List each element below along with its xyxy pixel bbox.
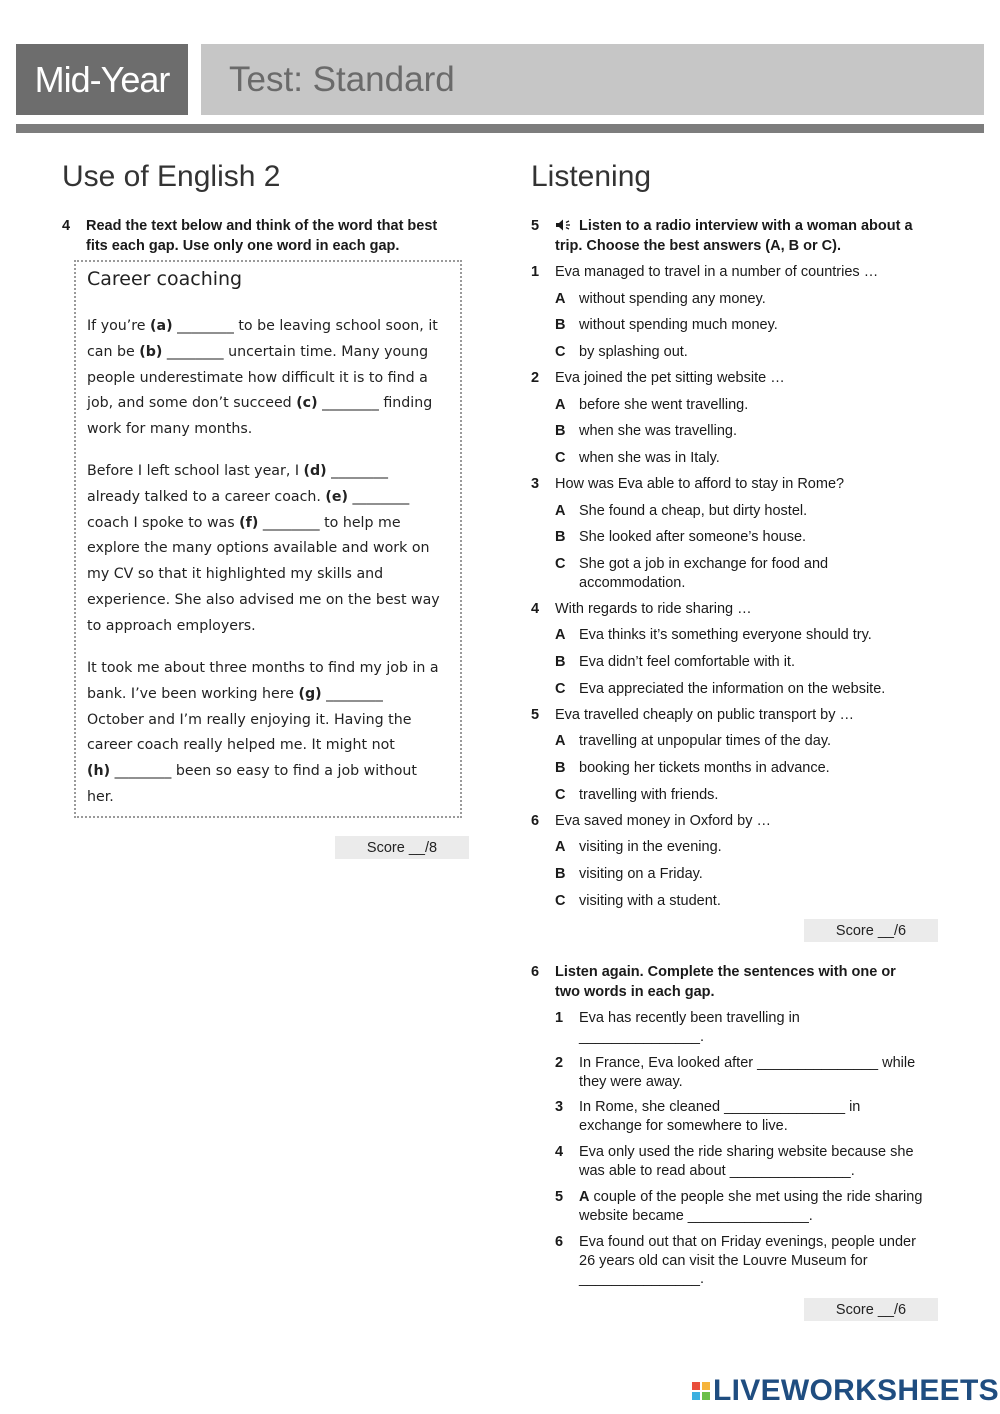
logo-square [702, 1392, 710, 1400]
text: coach I spoke to was [87, 514, 240, 531]
question-text: With regards to ride sharing … [555, 601, 752, 617]
task-text-line: Listen again. Complete the sentences with one or [555, 964, 896, 980]
sentence-bold-word: A [579, 1189, 590, 1205]
sentence-gap[interactable]: _______________. [579, 1271, 704, 1287]
gap-h-label: (h) [87, 763, 111, 780]
option-text: without spending much money. [579, 317, 778, 333]
gap-c-label: (c) [296, 395, 318, 412]
career-coaching-textbox [74, 260, 462, 818]
option-letter: C [555, 787, 566, 803]
option-letter: A [555, 397, 566, 413]
task-text-line: two words in each gap. [555, 984, 715, 1000]
logo-square [702, 1382, 710, 1390]
text: If you’re [87, 318, 151, 334]
option-text: booking her tickets months in advance. [579, 760, 830, 776]
option-text: She found a cheap, but dirty hostel. [579, 503, 808, 519]
task-text-line: Listen to a radio interview with a woman about a [579, 218, 913, 234]
option-letter: B [555, 866, 566, 882]
logo-square [692, 1382, 700, 1390]
score-box-task6: Score __/6 [804, 1298, 938, 1321]
task-number: 5 [531, 218, 540, 234]
task-6-instruction [531, 962, 941, 1004]
question-number: 2 [531, 370, 540, 386]
paragraph-3 [87, 656, 457, 811]
sentence-text: 26 years old can visit the Louvre Museum for [579, 1252, 868, 1269]
sentence-text: couple of the people she met using the ride sharing [589, 1189, 923, 1205]
option-letter: C [555, 556, 566, 572]
option-text: before she went travelling. [579, 397, 749, 413]
paragraph-1 [87, 314, 457, 443]
option-text: She looked after someone’s house. [579, 529, 807, 545]
header-test-standard [201, 44, 984, 115]
text-line: October and I’m really enjoying it. Having the [87, 711, 412, 728]
option-letter: C [555, 681, 566, 697]
sentence-number: 2 [555, 1055, 564, 1071]
score-box-task4: Score __/8 [335, 836, 469, 859]
question-text: Eva saved money in Oxford by … [555, 813, 771, 829]
speaker-icon[interactable] [555, 218, 573, 232]
question-text: How was Eva able to afford to stay in Rome? [555, 476, 845, 492]
task-number: 6 [531, 964, 540, 980]
option-text: Eva thinks it’s something everyone should try. [579, 627, 872, 643]
option-letter: B [555, 317, 566, 333]
task-text-line: trip. Choose the best answers (A, B or C). [555, 238, 842, 254]
sentence-text: website became _______________. [579, 1207, 813, 1224]
option-text: without spending any money. [579, 291, 766, 307]
gap-d-text: ________ [326, 463, 388, 479]
task-text-line: fits each gap. Use only one word in each gap. [86, 238, 400, 254]
question-number: 5 [531, 707, 540, 723]
sentence-number: 1 [555, 1010, 564, 1026]
gap-c-text: ________ finding [317, 395, 433, 412]
sentence-text: was able to read about _______________. [579, 1162, 855, 1179]
text-line: people underestimate how difficult it is to find a [87, 369, 428, 386]
option-text: Eva didn’t feel comfortable with it. [579, 654, 795, 670]
liveworksheets-logo[interactable] [692, 1374, 999, 1408]
option-text: when she was travelling. [579, 423, 737, 439]
question-number: 4 [531, 601, 540, 617]
header-left-title: Mid-Year [34, 58, 170, 100]
gap-f-label: (f) [239, 514, 259, 531]
question-text: Eva managed to travel in a number of countries … [555, 264, 879, 280]
question-number: 1 [531, 264, 540, 280]
option-text: Eva appreciated the information on the website. [579, 681, 886, 697]
sentence-text: Eva has recently been travelling in [579, 1010, 800, 1026]
option-letter: B [555, 423, 566, 439]
text-line: her. [87, 788, 114, 805]
option-text: travelling with friends. [579, 787, 719, 803]
text: already talked to a career coach. [87, 488, 326, 505]
option-letter: B [555, 529, 566, 545]
option-text: by splashing out. [579, 344, 688, 360]
sentence-gap[interactable]: _______________. [579, 1028, 704, 1045]
text-line: explore the many options available and work on [87, 540, 430, 557]
option-letter: A [555, 733, 566, 749]
gap-h-text: ________ been so easy to find a job without [110, 763, 417, 780]
text-line: to approach employers. [87, 617, 256, 634]
question-text: Eva travelled cheaply on public transport by … [555, 707, 855, 723]
question-number: 3 [531, 476, 540, 492]
sentence-text: Eva found out that on Friday evenings, people under [579, 1234, 916, 1250]
text: bank. I’ve been working here [87, 685, 299, 702]
header-rule [16, 124, 984, 133]
sentence-number: 5 [555, 1189, 564, 1205]
gap-a-text: ________ to be leaving school soon, it [172, 318, 438, 334]
logo-square [692, 1392, 700, 1400]
text-line: It took me about three months to find my job in a [87, 660, 439, 676]
sentence-text: In France, Eva looked after _______________ while [579, 1055, 916, 1071]
sentence-text: exchange for somewhere to live. [579, 1117, 788, 1134]
text-line: my CV so that it highlighted my skills and [87, 566, 384, 583]
option-letter: A [555, 503, 566, 519]
task-4-instruction [62, 216, 472, 258]
task-number: 4 [62, 218, 71, 234]
sentence-text: In Rome, she cleaned _______________ in [579, 1099, 861, 1115]
section-title-listening: Listening [531, 160, 652, 193]
section-title-use-of-english: Use of English 2 [62, 160, 281, 193]
gap-e-label: (e) [325, 488, 348, 505]
sentence-number: 4 [555, 1144, 564, 1160]
paragraph-2 [87, 459, 457, 640]
option-letter: A [555, 291, 566, 307]
task-text [86, 216, 437, 256]
option-text: travelling at unpopular times of the day. [579, 733, 832, 749]
option-text: She got a job in exchange for food and accommodation. [579, 556, 829, 591]
gap-d-label: (d) [303, 463, 327, 479]
text-line: career coach really helped me. It might not [87, 737, 395, 754]
option-letter: C [555, 344, 566, 360]
option-letter: B [555, 760, 566, 776]
option-letter: B [555, 654, 566, 670]
sentence-text: Eva only used the ride sharing website because she [579, 1144, 914, 1160]
option-text: visiting in the evening. [579, 839, 722, 855]
gap-g-text: ________ [321, 685, 383, 702]
text: job, and some don’t succeed [87, 395, 297, 412]
text-line: experience. She also advised me on the best way [87, 591, 440, 608]
gap-e-text: ________ [348, 488, 410, 505]
sentence-number: 3 [555, 1099, 564, 1115]
task-text [555, 962, 896, 1002]
task-text-line: Read the text below and think of the word that best [86, 218, 438, 234]
text: Before I left school last year, I [87, 463, 304, 479]
option-letter: C [555, 893, 566, 909]
box-title: Career coaching [87, 268, 243, 290]
question-text: Eva joined the pet sitting website … [555, 370, 785, 386]
logo-text: LIVEWORKSHEETS [713, 1374, 999, 1407]
text-line: work for many months. [87, 421, 253, 438]
task-5-instruction [531, 216, 941, 258]
option-text: visiting with a student. [579, 893, 721, 909]
option-letter: A [555, 627, 566, 643]
option-letter: C [555, 450, 566, 466]
logo-mark-icon [692, 1382, 710, 1400]
gap-b-text: ________ uncertain time. Many young [162, 343, 429, 360]
sentence-number: 6 [555, 1234, 564, 1250]
header-right-title: Test: Standard [229, 59, 455, 99]
option-text: when she was in Italy. [579, 450, 720, 466]
header-mid-year [16, 44, 188, 115]
option-text: visiting on a Friday. [579, 866, 703, 882]
text: can be [87, 343, 140, 360]
question-number: 6 [531, 813, 540, 829]
score-box-task5: Score __/6 [804, 919, 938, 942]
sentence-text: they were away. [579, 1073, 683, 1090]
option-letter: A [555, 839, 566, 855]
gap-f-text: ________ to help me [258, 514, 401, 531]
gap-a-label: (a) [150, 318, 173, 334]
gap-b-label: (b) [139, 343, 163, 360]
gap-g-label: (g) [298, 685, 322, 702]
task-text [555, 216, 913, 256]
